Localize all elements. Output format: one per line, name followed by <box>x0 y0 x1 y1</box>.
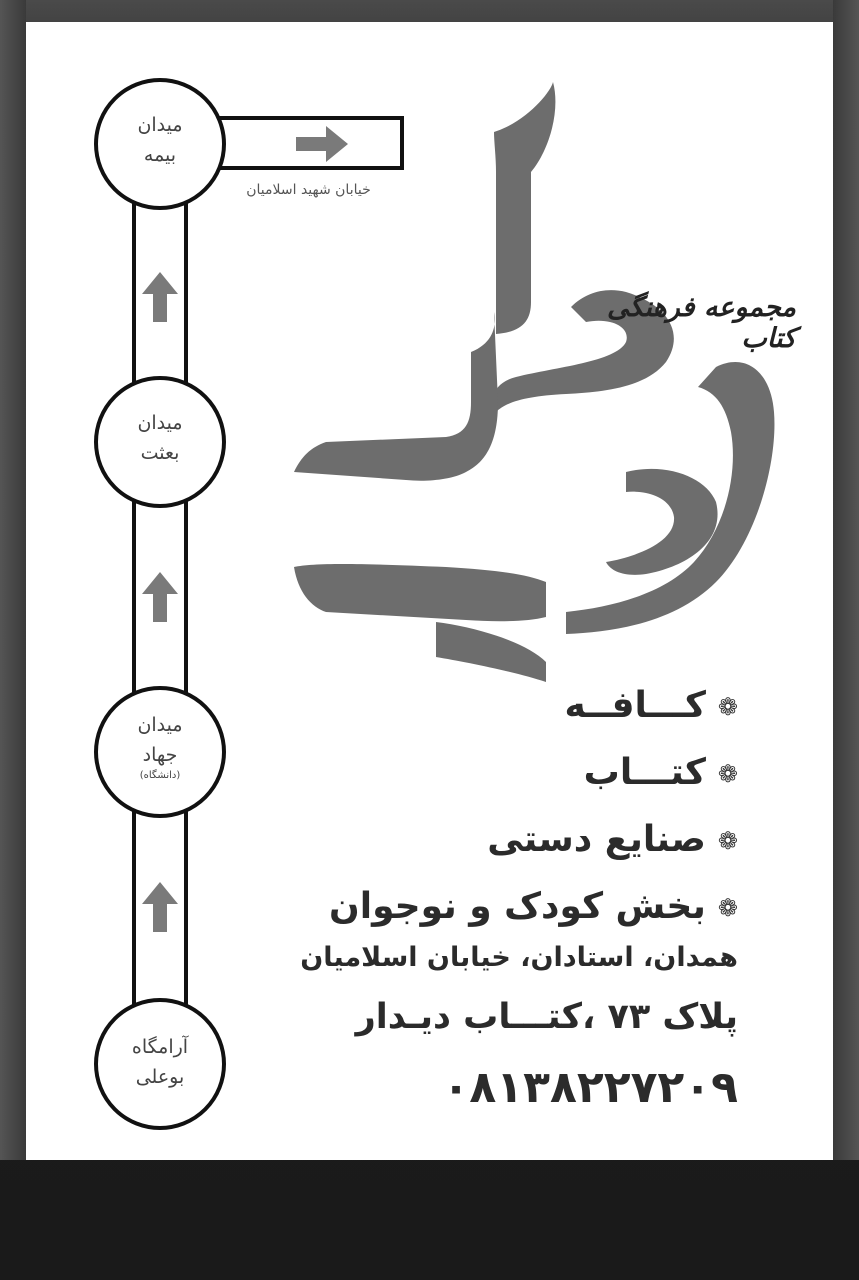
service-label: صنایع دستی <box>487 819 706 860</box>
node-line2: بیمه <box>143 144 177 166</box>
service-item <box>238 739 738 806</box>
route-map <box>26 22 833 1160</box>
flower-bullet-icon: ❁ <box>717 826 738 855</box>
node-line1: میدان <box>137 114 183 136</box>
node-label-bimeh <box>105 110 215 170</box>
frame-left-border <box>0 0 26 1160</box>
node-line1: میدان <box>137 714 183 736</box>
logo-calligraphy <box>294 82 774 682</box>
node-line1: میدان <box>137 412 183 434</box>
phone-number: ۰۸۱۳۸۲۲۷۲۰۹ <box>442 1062 738 1113</box>
services-list <box>238 672 738 940</box>
service-label: بخش کودک و نوجوان <box>329 886 706 927</box>
service-item <box>238 873 738 940</box>
node-label-jahad <box>105 710 215 782</box>
node-label-besat <box>105 408 215 468</box>
street-label: خیابان شهید اسلامیان <box>246 182 371 198</box>
flower-bullet-icon: ❁ <box>717 893 738 922</box>
address-line2: پلاک ۷۳ ،کتـــاب دیـدار <box>355 997 738 1037</box>
address-line1: همدان، استادان، خیابان اسلامیان <box>300 942 738 973</box>
node-line2: جهاد <box>142 744 178 766</box>
service-item <box>238 806 738 873</box>
service-label: کتـــاب <box>583 752 706 793</box>
flower-bullet-icon: ❁ <box>717 759 738 788</box>
brand-subtitle: مجموعه فرهنگی کتاب <box>606 292 796 354</box>
frame-right-border <box>833 0 859 1160</box>
flower-bullet-icon: ❁ <box>717 692 738 721</box>
node-note: (دانشگاه) <box>139 770 181 781</box>
node-label-aramgah <box>105 1032 215 1092</box>
service-item <box>238 672 738 739</box>
poster <box>26 22 833 1160</box>
node-line2: بعثت <box>140 442 180 464</box>
node-line2: بوعلی <box>135 1066 185 1088</box>
service-label: کـــافــه <box>564 685 706 726</box>
node-line1: آرامگاه <box>131 1036 189 1058</box>
